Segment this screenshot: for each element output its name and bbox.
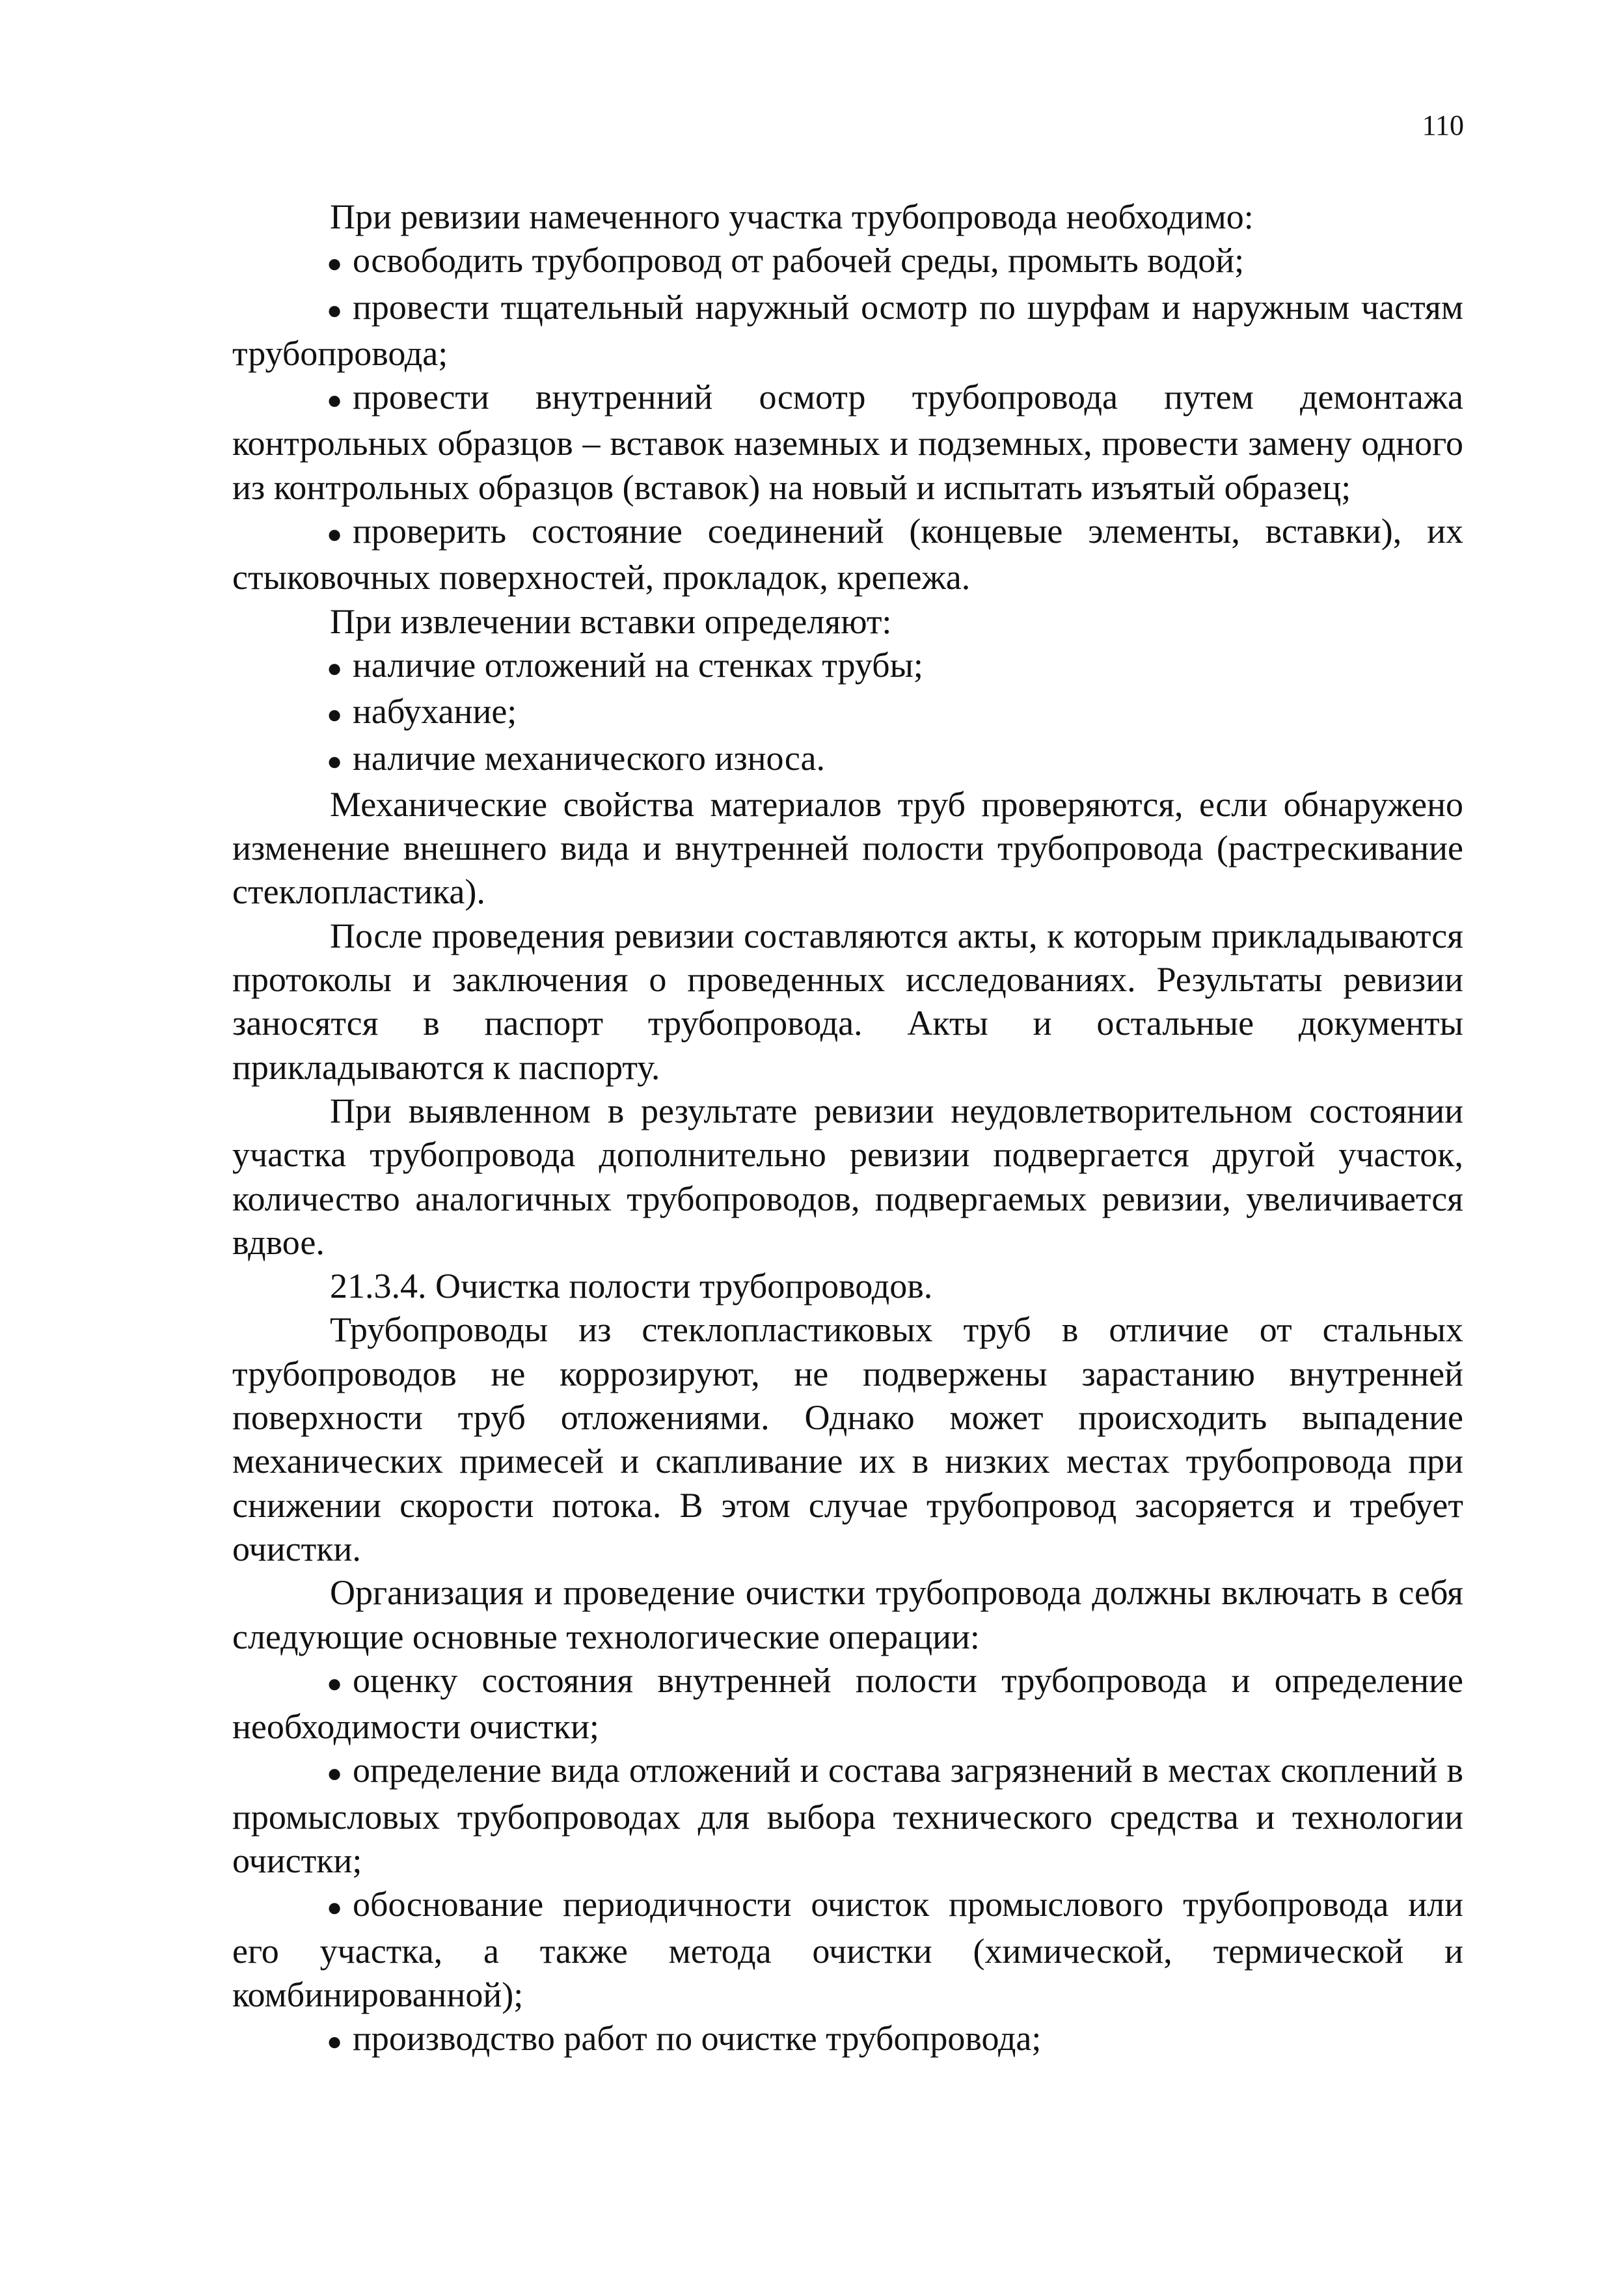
section-heading: 21.3.4. Очистка полости трубопроводов.: [330, 1266, 933, 1306]
bullet-icon: ●: [327, 1668, 343, 1698]
bullet-icon: ●: [327, 653, 343, 683]
bullet-icon: ●: [327, 1893, 343, 1922]
page-number: 110: [1422, 109, 1464, 141]
bullet-item: ● производство работ по очистке трубопровода;: [232, 2017, 1463, 2063]
bullet-icon: ●: [327, 746, 343, 776]
bullet-item: ● освободить трубопровод от рабочей среды, промыть водой;: [232, 239, 1463, 285]
paragraph: Механические свойства материалов труб проверяются, если обнаружено изменение внешнего вида и внутренней полости трубопровода (растрескивание стеклопластика).: [232, 784, 1463, 912]
bullet-icon: ●: [327, 385, 343, 415]
bullet-item: ● проверить состояние соединений (концевые элементы, вставки), их стыковочных поверхностей, прокладок, крепежа.: [232, 512, 1463, 597]
bullet-icon: ●: [327, 700, 343, 730]
bullet-icon: ●: [327, 1758, 343, 1788]
bullet-item: ● обоснование периодичности очисток промыслового трубопровода или его участка, а также метода очистки (химической, термической и комбинированной);: [232, 1885, 1463, 2014]
paragraph: При извлечении вставки определяют:: [330, 601, 892, 641]
page-body: [232, 195, 1463, 2063]
bullet-item: ● наличие механического износа.: [232, 737, 1463, 783]
paragraph: Трубопроводы из стеклопластиковых труб в отличие от стальных трубопроводов не коррозируют, не подвержены зарастанию внутренней поверхности труб отложениями. Однако может происходить выпадение механических примесей и скапливание их в низких местах трубопровода при снижении скорости потока. В этом случае трубопровод засоряется и требует очистки.: [232, 1310, 1463, 1568]
bullet-item: ● провести внутренний осмотр трубопровода путем демонтажа контрольных образцов – вставок наземных и подземных, провести замену одного из контрольных образцов (вставок) на новый и испытать изъятый образец;: [232, 377, 1463, 507]
bullet-icon: ●: [327, 295, 343, 325]
bullet-item: ● набухание;: [232, 690, 1463, 736]
paragraph: При выявленном в результате ревизии неудовлетворительном состоянии участка трубопровода дополнительно ревизии подвергается другой участок, количество аналогичных трубопроводов, подвергаемых ревизии, увеличивается вдвое.: [232, 1091, 1463, 1262]
bullet-item: ● оценку состояния внутренней полости трубопровода и определение необходимости очистки;: [232, 1660, 1463, 1747]
bullet-icon: ●: [327, 249, 343, 279]
bullet-icon: ●: [327, 519, 343, 549]
paragraph: После проведения ревизии составляются акты, к которым прикладываются протоколы и заключения о проведенных исследованиях. Результаты ревизии заносятся в паспорт трубопровода. Акты и остальные документы прикладываются к паспорту.: [232, 916, 1463, 1087]
bullet-icon: ●: [327, 2027, 343, 2057]
paragraph: При ревизии намеченного участка трубопровода необходимо:: [330, 197, 1254, 236]
paragraph: Организация и проведение очистки трубопровода должны включать в себя следующие основные технологические операции:: [232, 1573, 1463, 1656]
bullet-item: ● определение вида отложений и состава загрязнений в местах скоплений в промысловых трубопроводах для выбора технического средства и технологии очистки;: [232, 1751, 1463, 1880]
bullet-item: ● провести тщательный наружный осмотр по шурфам и наружным частям трубопровода;: [232, 287, 1463, 373]
bullet-item: ● наличие отложений на стенках трубы;: [232, 644, 1463, 690]
